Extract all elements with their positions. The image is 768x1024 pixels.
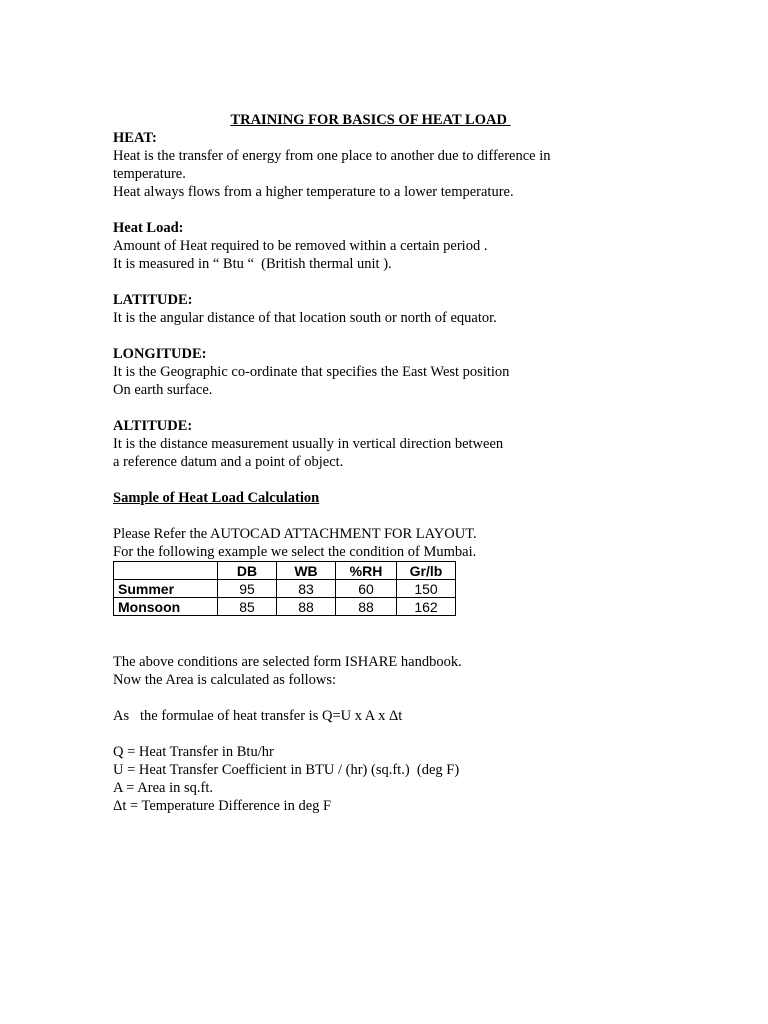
- after-table-line: Now the Area is calculated as follows:: [113, 672, 337, 688]
- section-heat-load: [113, 219, 713, 273]
- section-heading: Sample of Heat Load Calculation: [113, 490, 320, 506]
- formula-line: As the formulae of heat transfer is Q=U x A x Δt: [113, 708, 403, 724]
- table-header-cell: %RH: [336, 562, 397, 580]
- section-text-line: It is measured in “ Btu “ (British thermal unit ).: [113, 256, 392, 272]
- table-cell: 162: [397, 598, 456, 616]
- section-text-line: It is the angular distance of that location south or north of equator.: [113, 310, 497, 326]
- section-text-line: a reference datum and a point of object.: [113, 454, 344, 470]
- section-text-line: On earth surface.: [113, 382, 213, 398]
- document-title: TRAINING FOR BASICS OF HEAT LOAD: [230, 112, 507, 128]
- document-page: [113, 111, 713, 815]
- section-heading: HEAT:: [113, 130, 157, 146]
- table-cell: 83: [277, 580, 336, 598]
- section-latitude: [113, 291, 713, 327]
- section-text-line: It is the distance measurement usually in vertical direction between: [113, 436, 504, 452]
- table-row-label: Summer: [114, 580, 218, 598]
- section-text-line: It is the Geographic co-ordinate that specifies the East West position: [113, 364, 510, 380]
- section-text-line: temperature.: [113, 166, 186, 182]
- definition-line: A = Area in sq.ft.: [113, 780, 213, 796]
- table-header-row: [114, 562, 456, 580]
- section-text-line: Heat always flows from a higher temperature to a lower temperature.: [113, 184, 514, 200]
- after-table-line: The above conditions are selected form ISHARE handbook.: [113, 654, 462, 670]
- definition-line: Δt = Temperature Difference in deg F: [113, 798, 332, 814]
- section-heading: ALTITUDE:: [113, 418, 193, 434]
- table-cell: 85: [218, 598, 277, 616]
- section-heat: [113, 129, 713, 201]
- conditions-table: [113, 561, 456, 616]
- section-sample-calculation: [113, 489, 713, 815]
- section-heading: Heat Load:: [113, 220, 184, 236]
- table-cell: 88: [336, 598, 397, 616]
- section-longitude: [113, 345, 713, 399]
- table-row: [114, 580, 456, 598]
- table-header-cell: DB: [218, 562, 277, 580]
- section-altitude: [113, 417, 713, 471]
- section-text-line: Amount of Heat required to be removed within a certain period .: [113, 238, 488, 254]
- table-row-label: Monsoon: [114, 598, 218, 616]
- section-heading: LONGITUDE:: [113, 346, 207, 362]
- table-header-cell: Gr/lb: [397, 562, 456, 580]
- table-cell: 95: [218, 580, 277, 598]
- definition-line: U = Heat Transfer Coefficient in BTU / (hr) (sq.ft.) (deg F): [113, 762, 460, 778]
- intro-line: For the following example we select the condition of Mumbai.: [113, 544, 477, 560]
- table-cell: 88: [277, 598, 336, 616]
- definition-line: Q = Heat Transfer in Btu/hr: [113, 744, 274, 760]
- table-row: [114, 598, 456, 616]
- section-heading: LATITUDE:: [113, 292, 193, 308]
- table-header-cell: WB: [277, 562, 336, 580]
- section-text-line: Heat is the transfer of energy from one place to another due to difference in: [113, 148, 551, 164]
- intro-line: Please Refer the AUTOCAD ATTACHMENT FOR LAYOUT.: [113, 526, 477, 542]
- table-header-cell: [114, 562, 218, 580]
- table-cell: 150: [397, 580, 456, 598]
- table-cell: 60: [336, 580, 397, 598]
